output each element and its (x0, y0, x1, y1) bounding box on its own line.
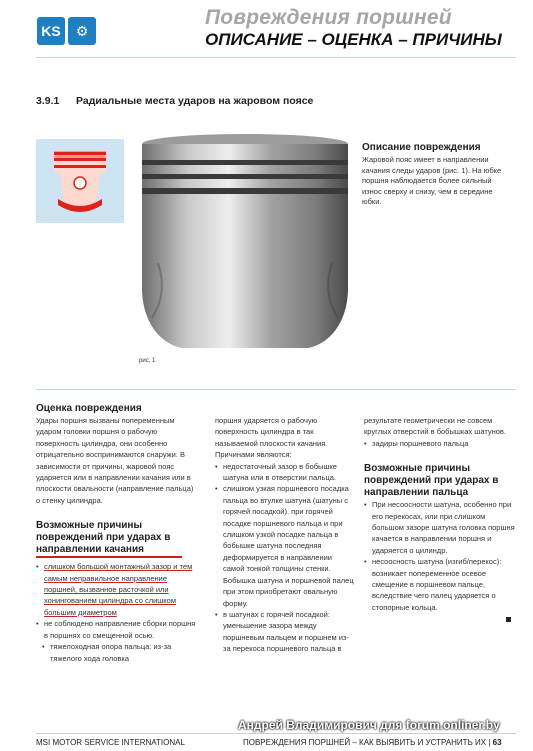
page-title: Повреждения поршней (205, 6, 452, 29)
list-item: • недостаточный зазор в бобышке шатуна или в отверстии пальца. (215, 461, 355, 484)
section-number: 3.9.1 (36, 95, 60, 107)
footer-left: MSI MOTOR SERVICE INTERNATIONAL (36, 738, 185, 747)
column-3 (364, 415, 516, 622)
header-divider (36, 57, 516, 58)
page-number: 63 (492, 738, 502, 747)
section-title: Радиальные места ударов на жаровом поясе (76, 95, 314, 107)
column-1 (36, 403, 196, 664)
footer-title: ПОВРЕЖДЕНИЯ ПОРШНЕЙ – КАК ВЫЯВИТЬ И УСТРАНИТЬ ИХ (243, 738, 487, 747)
causes-swing-heading: Возможные причины повреждений при ударах в направлении качания (36, 520, 171, 556)
description-text: Жаровой пояс имеет в направлении качания следы ударов (рис. 1). На юбке поршня наблюдается более сильный износ сверху и снизу, чем в середине юбки. (362, 155, 502, 206)
footer-divider (36, 733, 516, 734)
list-item: • При несоосности шатуна, особенно при его перекосах, или при слишком большом зазоре шатуна головка поршня качается в направлении поршня и ударяется о цилиндр. (364, 499, 516, 556)
list-item: • слишком узкая поршневого посадка пальца во втулке шатуна (шатуны с горячей посадкой). при горячей посадке поршневого пальца и при слишком узкой посадке пальца в бобышке шатуна последняя деформируется в направлении самой тонкой толщины стенки. Бобышка шатуна и поршневой палец при этом приобретают овальную форму. (215, 483, 355, 608)
list-sub-item: • тяжелоходная опора пальца: из-за тяжелого хода головка (36, 641, 196, 664)
logo-text: KS (41, 23, 61, 39)
column-3-intro: результате геометрически не совсем круглых отверстий в бобышках шатунов. (364, 416, 506, 437)
piston-diagram (36, 139, 124, 223)
end-mark (506, 617, 511, 622)
list-item: • не соблюдено направление сборки поршня в поршнях со смещенной осью. (36, 618, 196, 641)
list-item: • несоосность шатуна (изгиб/перекос): возникает попеременное осевое смещение в поршневом пальце, вследствие чего палец ударяется о стопорные кольца. (364, 556, 516, 613)
red-underline (36, 556, 182, 558)
watermark: Андрей Владимирович для forum.onliner.by (238, 718, 500, 732)
assessment-text: Удары поршня вызваны попеременным ударом головки поршня о рабочую поверхность цилиндра, они особенно отрицательно воспринимаются снаружи. В зависимости от причины, жаровой пояс ударяется или в направлении качания или в плоскости овальности (направление пальца) о стенку цилиндра. (36, 416, 194, 505)
page-subtitle: ОПИСАНИЕ – ОЦЕНКА – ПРИЧИНЫ (205, 30, 502, 49)
list-item: • задиры поршневого пальца (364, 438, 516, 449)
ks-logo (37, 17, 65, 45)
list-item: • в шатунах с горячей посадкой: уменьшение зазора между поршневым пальцем и поршнем из-за перекоса поршневого пальца в (215, 609, 355, 655)
logo-icon: ⚙ (75, 22, 89, 39)
list-item (36, 561, 196, 618)
assessment-heading: Оценка повреждения (36, 403, 142, 414)
description-heading: Описание повреждения (362, 142, 481, 153)
column-2 (215, 415, 355, 655)
causes-pin-heading: Возможные причины повреждений при ударах в направлении пальца (364, 463, 499, 499)
section-heading (36, 95, 313, 107)
pierburg-logo (68, 17, 96, 45)
piston-photo (130, 128, 360, 358)
list-item-text: слишком большой монтажный зазор и тем самым неправильное направление поршней, вызванное расточкой или хонингованием цилиндра со слишком большим диаметром (44, 562, 193, 617)
figure-caption: рис. 1 (139, 358, 156, 364)
column-2-intro: поршня ударяется о рабочую поверхность цилиндра в так называемой плоскости качания. Причинами являются: (215, 416, 328, 460)
section-divider (36, 389, 516, 390)
footer-right: ПОВРЕЖДЕНИЯ ПОРШНЕЙ – КАК ВЫЯВИТЬ И УСТРАНИТЬ ИХ | 63 (243, 738, 502, 747)
